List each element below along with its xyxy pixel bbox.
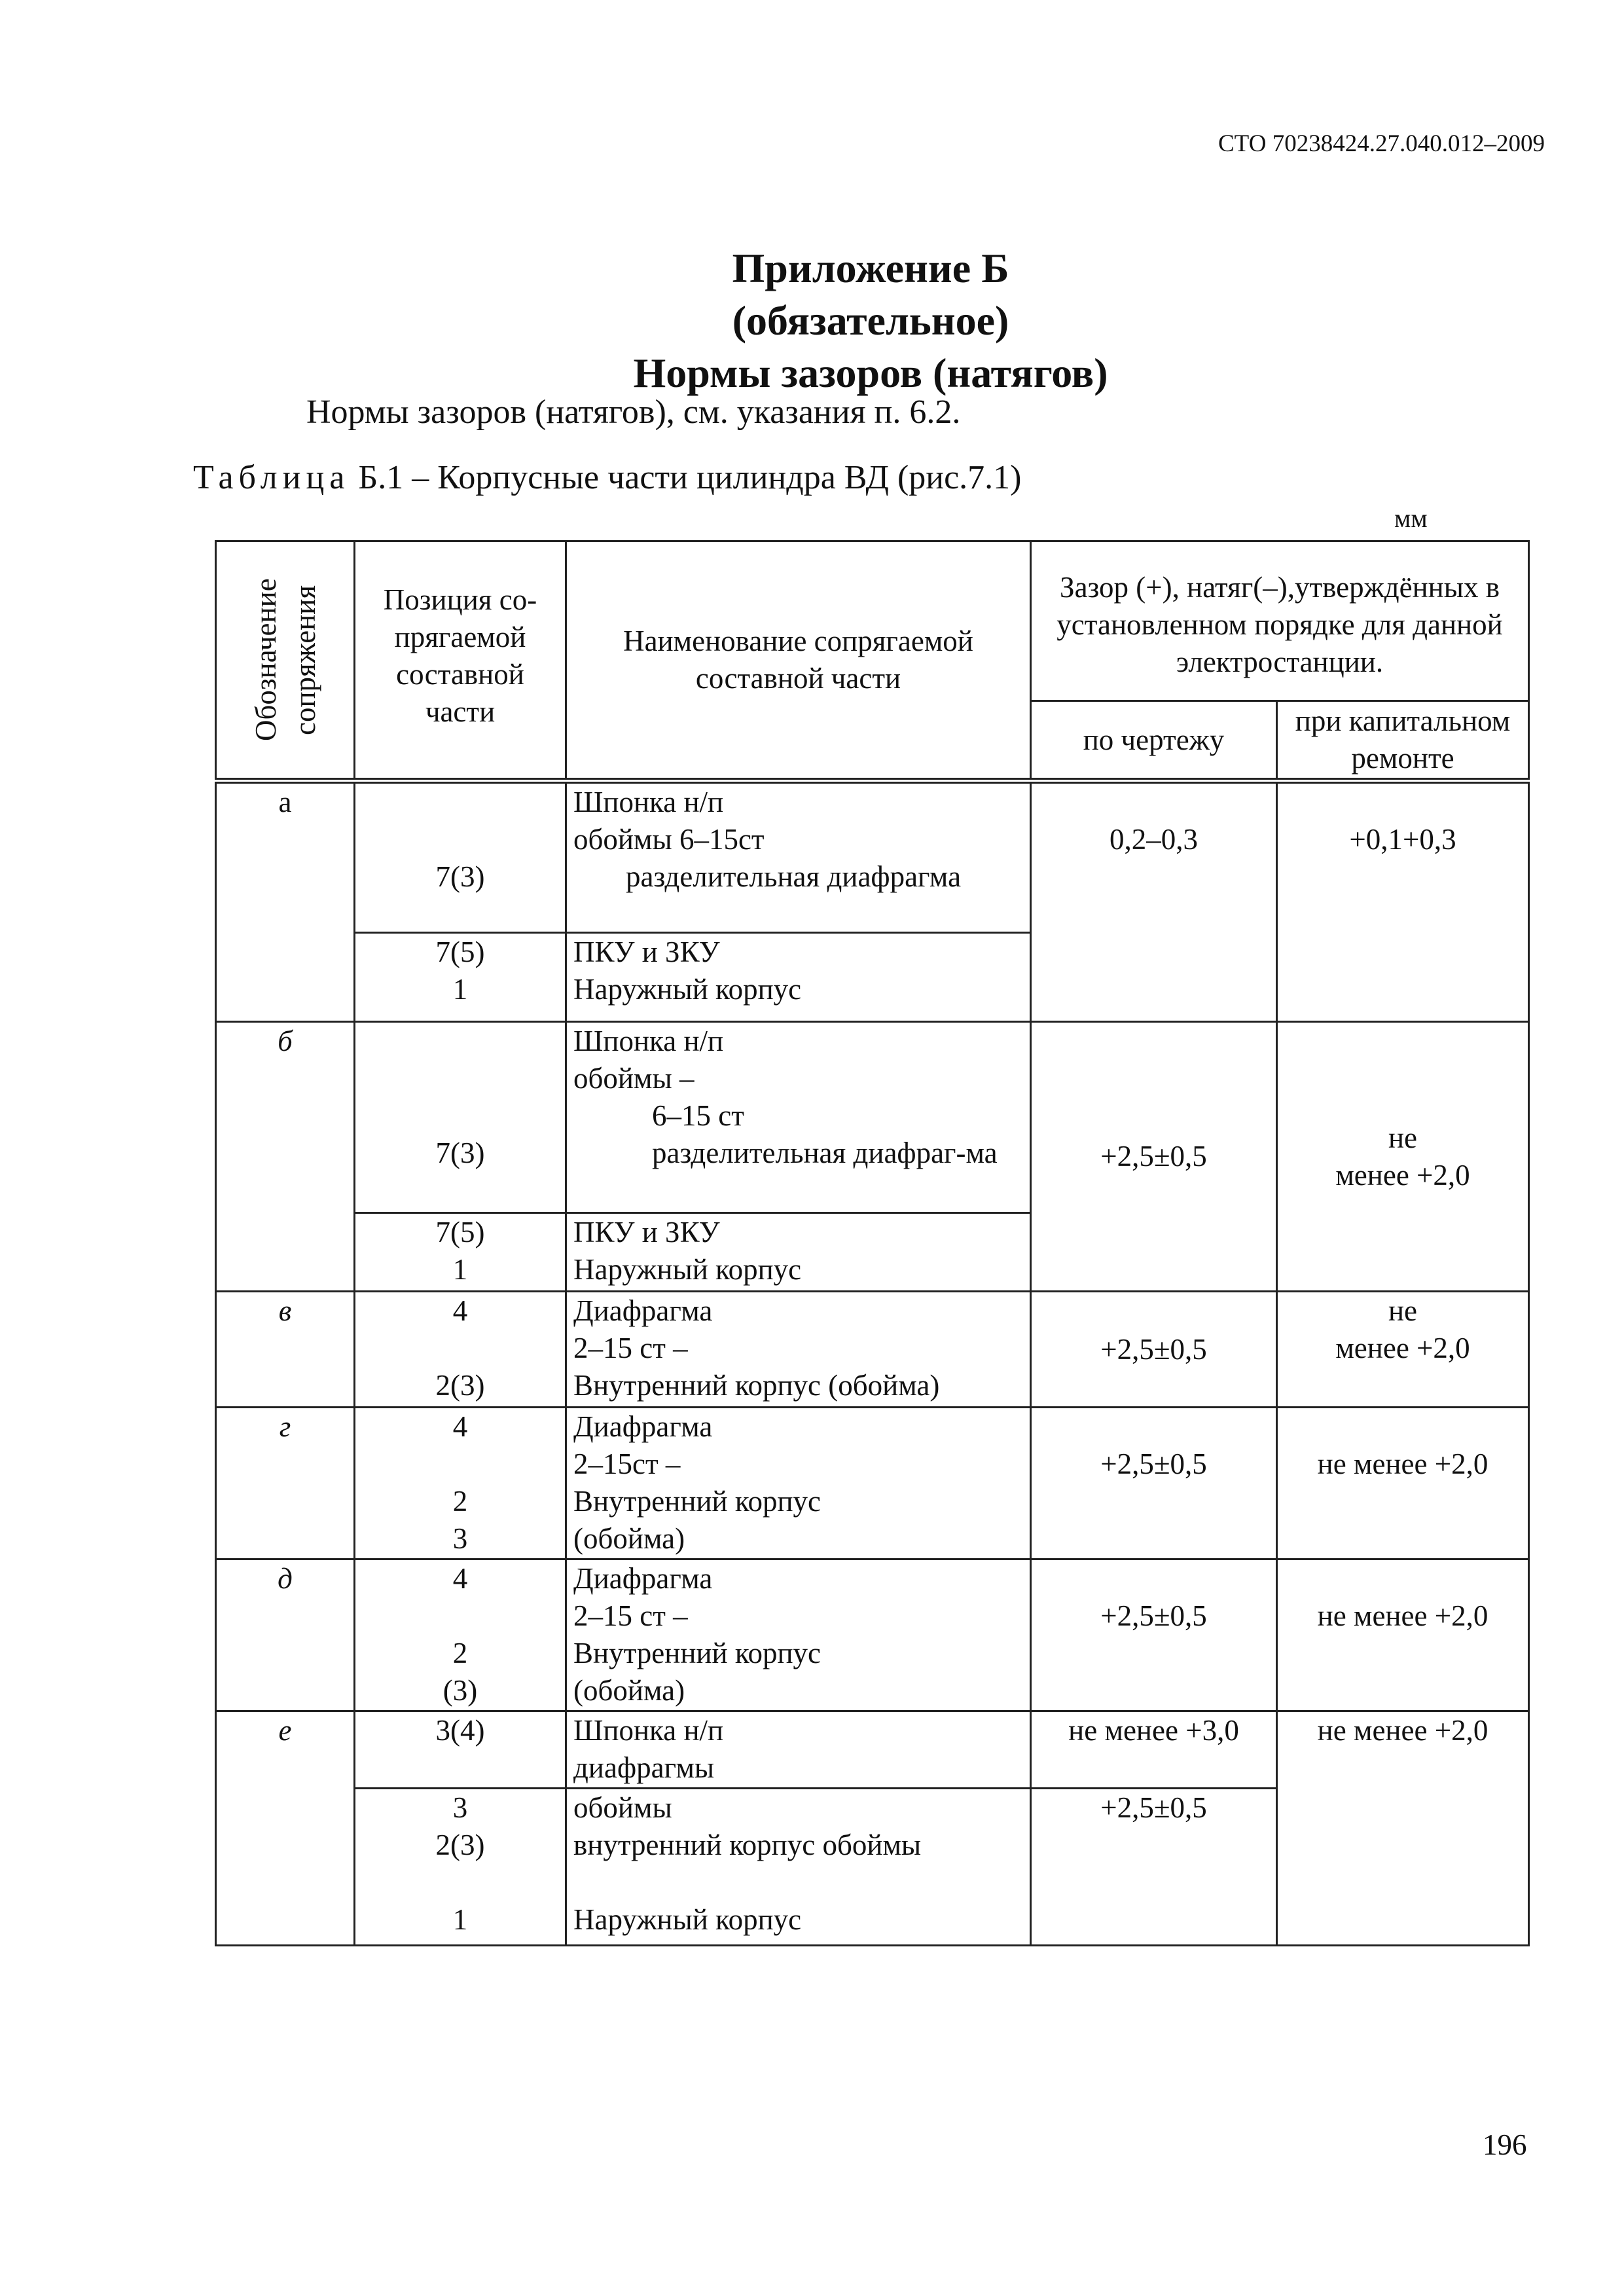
position-cell: 4 2 (3)	[355, 1559, 566, 1711]
appendix-title: Приложение Б	[732, 245, 1009, 291]
header-mark: Обозначение сопряжения	[216, 541, 355, 781]
caption-label: Таблица	[193, 459, 350, 496]
drawing-cell: +2,5±0,5	[1031, 1559, 1277, 1711]
clearance-norms-table	[215, 540, 1530, 1946]
position-cell: 7(3)	[355, 781, 566, 933]
appendix-heading	[363, 242, 1378, 399]
position-cell: 3 2(3) 1	[355, 1789, 566, 1946]
name-cell: Шпонка н/п обоймы – 6–15 ст разделительная диафраг-ма	[566, 1022, 1031, 1213]
table-row	[216, 781, 1529, 933]
position-cell: 7(5) 1	[355, 1213, 566, 1292]
table-caption	[193, 458, 1022, 497]
position-cell: 4 2(3)	[355, 1292, 566, 1408]
caption-text: Б.1 – Корпусные части цилиндра ВД (рис.7.1)	[358, 459, 1022, 496]
table-row	[216, 1559, 1529, 1711]
drawing-cell: +2,5±0,5	[1031, 1789, 1277, 1946]
table-row	[216, 1408, 1529, 1559]
position-cell: 4 2 3	[355, 1408, 566, 1559]
repair-cell: не менее +2,0	[1277, 1711, 1529, 1946]
header-by-drawing: по чертежу	[1031, 701, 1277, 781]
repair-cell: +0,1+0,3	[1277, 781, 1529, 1022]
name-cell: Шпонка н/п обоймы 6–15ст разделительная диафрагма	[566, 781, 1031, 933]
unit-label: мм	[1394, 503, 1428, 533]
drawing-cell: +2,5±0,5	[1031, 1292, 1277, 1408]
drawing-cell: +2,5±0,5	[1031, 1022, 1277, 1292]
drawing-cell: +2,5±0,5	[1031, 1408, 1277, 1559]
mark-cell: г	[216, 1408, 355, 1559]
mark-cell: д	[216, 1559, 355, 1711]
mark-cell: б	[216, 1022, 355, 1292]
name-cell: Шпонка н/п диафрагмы	[566, 1711, 1031, 1789]
name-cell: обоймы внутренний корпус обоймы Наружный корпус	[566, 1789, 1031, 1946]
document-code: СТО 70238424.27.040.012–2009	[1218, 130, 1545, 157]
header-gap: Зазор (+), натяг(–),утверждённых в установленном порядке для данной электростанции.	[1031, 541, 1529, 701]
table-row	[216, 1022, 1529, 1213]
position-cell: 7(3)	[355, 1022, 566, 1213]
mark-cell: в	[216, 1292, 355, 1408]
table-row	[216, 1292, 1529, 1408]
repair-cell: не менее +2,0	[1277, 1408, 1529, 1559]
mark-cell: е	[216, 1711, 355, 1946]
name-cell: ПКУ и ЗКУ Наружный корпус	[566, 1213, 1031, 1292]
header-position: Позиция со-прягаемой составной части	[355, 541, 566, 781]
repair-cell: не менее +2,0	[1277, 1292, 1529, 1408]
appendix-status: (обязательное)	[732, 297, 1009, 344]
drawing-cell: 0,2–0,3	[1031, 781, 1277, 1022]
name-cell: Диафрагма 2–15 ст – Внутренний корпус (обойма)	[566, 1292, 1031, 1408]
mark-cell: а	[216, 781, 355, 1022]
name-cell: Диафрагма 2–15 ст – Внутренний корпус (обойма)	[566, 1559, 1031, 1711]
header-at-repair: при капитальном ремонте	[1277, 701, 1529, 781]
table-row	[216, 1711, 1529, 1789]
header-name: Наименование сопрягаемой составной части	[566, 541, 1031, 781]
position-cell: 3(4)	[355, 1711, 566, 1789]
drawing-cell: не менее +3,0	[1031, 1711, 1277, 1789]
repair-cell: не менее +2,0	[1277, 1559, 1529, 1711]
name-cell: Диафрагма 2–15ст – Внутренний корпус (обойма)	[566, 1408, 1031, 1559]
name-cell: ПКУ и ЗКУ Наружный корпус	[566, 933, 1031, 1022]
repair-cell: не менее +2,0	[1277, 1022, 1529, 1292]
intro-text: Нормы зазоров (натягов), см. указания п. 6.2.	[306, 393, 961, 431]
position-cell: 7(5) 1	[355, 933, 566, 1022]
page-number: 196	[1483, 2128, 1527, 2161]
appendix-subtitle: Нормы зазоров (натягов)	[633, 350, 1108, 396]
